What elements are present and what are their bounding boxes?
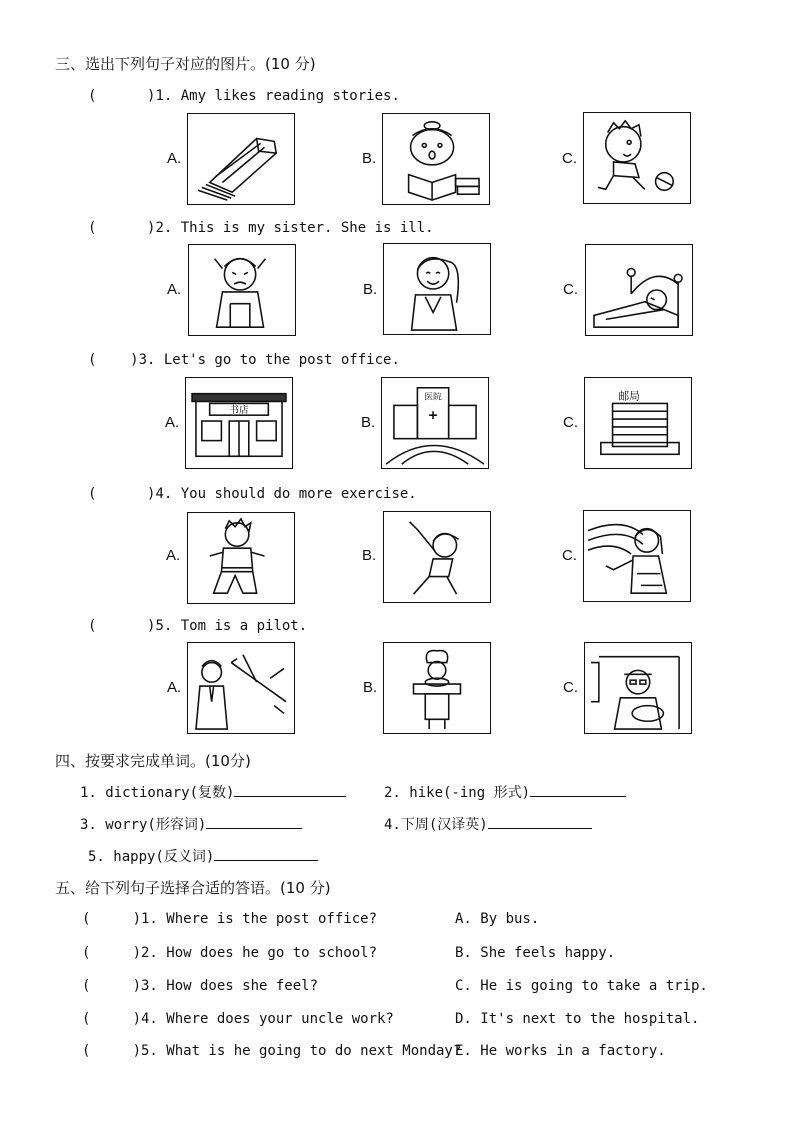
option-label-b: B.	[362, 547, 377, 564]
stretching-girl-icon[interactable]	[383, 511, 491, 603]
waving-girl-icon[interactable]	[583, 510, 691, 602]
option-label-b: B.	[363, 679, 378, 696]
smiling-girl-icon[interactable]	[383, 243, 491, 335]
match-question-4[interactable]: ( )4. Where does your uncle work?	[82, 1011, 394, 1027]
driver-icon[interactable]	[584, 642, 692, 734]
word-item-3	[80, 814, 302, 834]
section5-title: 五、给下列句子选择合适的答语。(10 分)	[55, 879, 331, 897]
sick-in-bed-icon[interactable]	[585, 244, 693, 336]
word-item-1	[80, 782, 346, 802]
word-prompt: 5. happy(反义词)	[88, 849, 215, 865]
question-5	[88, 618, 307, 634]
post-office-icon[interactable]	[584, 377, 692, 469]
match-answer-e: E. He works in a factory.	[455, 1043, 666, 1059]
option-label-a: A.	[167, 679, 182, 696]
word-item-4	[384, 814, 592, 834]
answer-paren[interactable]: ( )	[88, 618, 156, 634]
question-text: 5. Tom is a pilot.	[155, 618, 308, 634]
answer-paren[interactable]: ( )	[88, 88, 156, 104]
karate-boy-icon[interactable]	[187, 512, 295, 604]
option-label-b: B.	[363, 281, 378, 298]
question-text: 3. Let's go to the post office.	[138, 352, 400, 368]
sad-girl-icon[interactable]	[188, 244, 296, 336]
option-label-a: A.	[167, 150, 182, 167]
sign-text: 邮局	[618, 389, 640, 403]
option-label-c: C.	[563, 679, 578, 696]
option-label-a: A.	[165, 414, 180, 431]
word-item-5	[88, 846, 318, 866]
option-label-c: C.	[563, 414, 578, 431]
answer-blank[interactable]	[234, 783, 346, 797]
match-answer-c: C. He is going to take a trip.	[455, 978, 708, 994]
answer-paren[interactable]: ( )	[88, 220, 156, 236]
pilot-plane-icon[interactable]	[187, 642, 295, 734]
option-label-b: B.	[362, 150, 377, 167]
question-2	[88, 220, 434, 236]
word-prompt: 4.下周(汉译英)	[384, 817, 488, 833]
question-text: 1. Amy likes reading stories.	[155, 88, 400, 104]
answer-paren[interactable]: ( )	[88, 486, 156, 502]
train-icon[interactable]	[187, 113, 295, 205]
match-answer-b: B. She feels happy.	[455, 945, 616, 961]
answer-blank[interactable]	[214, 847, 318, 861]
answer-blank[interactable]	[530, 783, 626, 797]
hospital-icon[interactable]	[381, 377, 489, 469]
match-answer-a: A. By bus.	[455, 911, 540, 927]
section3-title: 三、选出下列句子对应的图片。(10 分)	[55, 55, 316, 73]
match-answer-d: D. It's next to the hospital.	[455, 1011, 700, 1027]
question-1	[88, 88, 400, 104]
match-question-1[interactable]: ( )1. Where is the post office?	[82, 911, 378, 927]
match-question-2[interactable]: ( )2. How does he go to school?	[82, 945, 378, 961]
option-label-a: A.	[166, 547, 181, 564]
option-label-c: C.	[563, 281, 578, 298]
option-label-c: C.	[562, 150, 577, 167]
section4-title: 四、按要求完成单词。(10分)	[55, 752, 251, 770]
answer-paren[interactable]: ( )	[88, 352, 139, 368]
sign-text: 医院	[424, 392, 442, 403]
boy-reading-icon[interactable]	[382, 113, 490, 205]
bookstore-icon[interactable]	[185, 377, 293, 469]
match-question-5[interactable]: ( )5. What is he going to do next Monday?	[82, 1043, 462, 1059]
question-text: 2. This is my sister. She is ill.	[155, 220, 434, 236]
word-prompt: 1. dictionary(复数)	[80, 785, 235, 801]
sign-text: 书店	[229, 405, 249, 417]
chef-icon[interactable]	[383, 642, 491, 734]
option-label-c: C.	[562, 547, 577, 564]
match-question-3[interactable]: ( )3. How does she feel?	[82, 978, 319, 994]
word-prompt: 2. hike(-ing 形式)	[384, 785, 531, 801]
word-prompt: 3. worry(形容词)	[80, 817, 207, 833]
answer-blank[interactable]	[488, 815, 592, 829]
question-3	[88, 352, 400, 368]
option-label-b: B.	[361, 414, 376, 431]
question-text: 4. You should do more exercise.	[155, 486, 417, 502]
boy-running-ball-icon[interactable]	[583, 112, 691, 204]
option-label-a: A.	[167, 281, 182, 298]
question-4	[88, 486, 417, 502]
answer-blank[interactable]	[206, 815, 302, 829]
word-item-2	[384, 782, 626, 802]
